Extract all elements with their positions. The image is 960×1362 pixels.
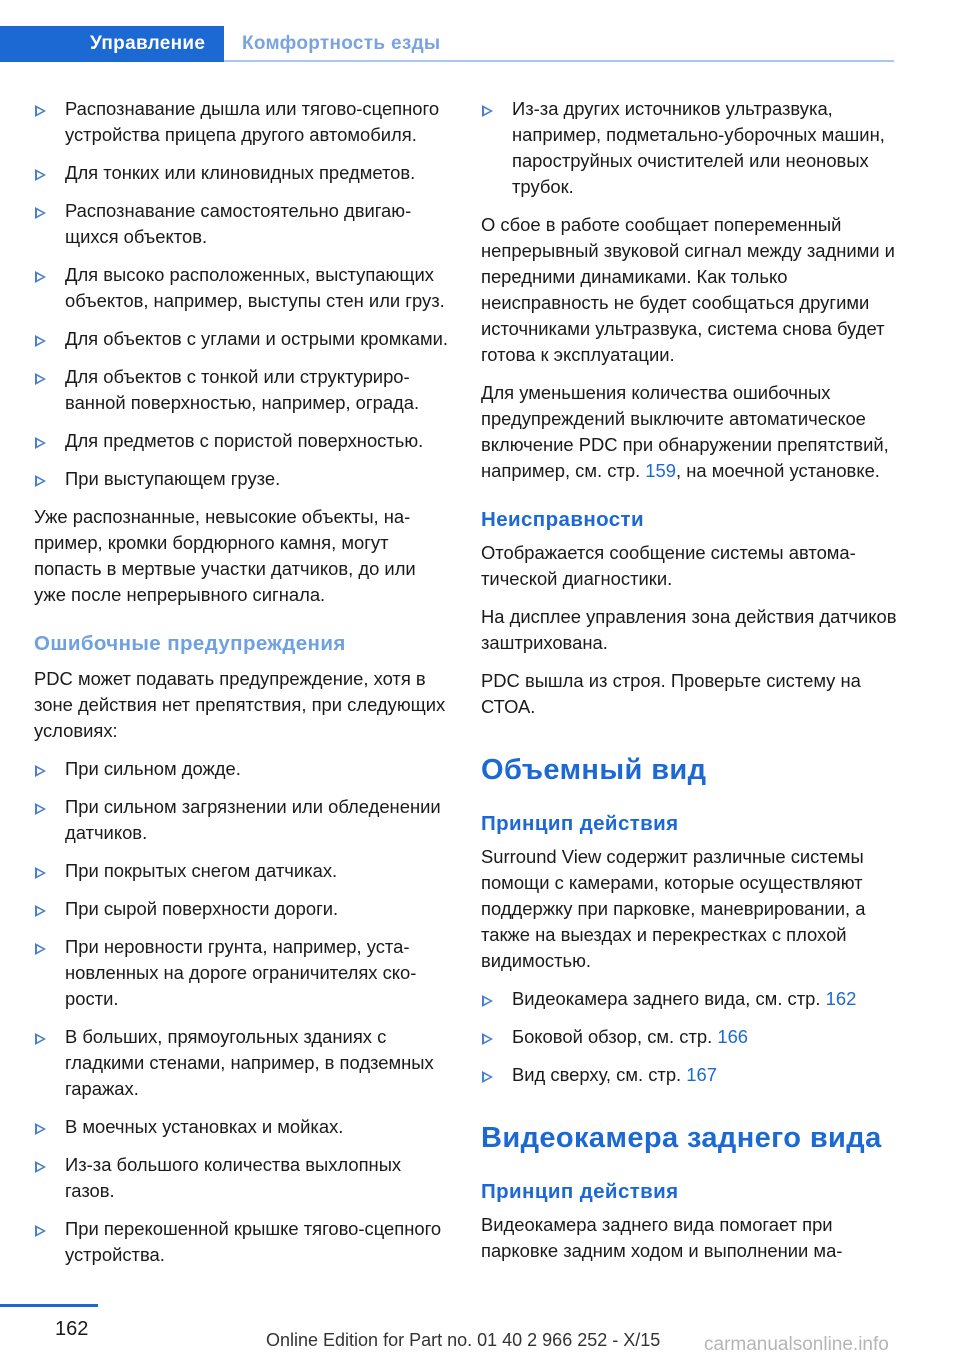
paragraph-camera-description: Видеокамера заднего вида помогает при парковке задним ходом и выполнении ма- — [481, 1214, 843, 1261]
list-item: Распознавание самостоятельно двигающихся объектов. — [34, 198, 450, 250]
bullet-triangle-icon — [35, 475, 46, 487]
list-item: При выступающем грузе. — [34, 466, 450, 492]
heading-principle-surround: Принцип действия — [481, 812, 679, 835]
list-item: При неровности грунта, например, установленных на дороге ограничителях скорости. — [34, 934, 450, 1012]
list-item: В моечных установках и мойках. — [34, 1114, 450, 1140]
header-divider — [224, 60, 894, 62]
bullet-triangle-icon — [35, 803, 46, 815]
right-column — [481, 96, 897, 1276]
watermark: carmanualsonline.info — [704, 1334, 889, 1355]
list-item: Вид сверху, см. стр. 167 — [481, 1062, 897, 1088]
list-item: Для объектов с углами и острыми кромками. — [34, 326, 450, 352]
list-item: Для предметов с пористой поверхностью. — [34, 428, 450, 454]
paragraph-diagnostic-message: Отображается сообщение системы автоматической диагностики. — [481, 542, 856, 589]
bullet-triangle-icon — [35, 1033, 46, 1045]
list-item: Из-за других источников ультразвука, например, подметально-уборочных машин, пароструйных очистителей или неоновых трубок. — [481, 96, 897, 200]
list-item: При сырой поверхности дороги. — [34, 896, 450, 922]
bullet-triangle-icon — [482, 995, 493, 1007]
bullet-triangle-icon — [35, 335, 46, 347]
list-item: При покрытых снегом датчиках. — [34, 858, 450, 884]
bullet-triangle-icon — [35, 105, 46, 117]
list-item: Из-за большого количества выхлопных газов. — [34, 1152, 450, 1204]
paragraph-pdc-failed: PDC вышла из строя. Проверьте систему на СТОА. — [481, 670, 861, 717]
paragraph-reduce-warnings: Для уменьшения количества ошибочных предупреждений выключите автоматическое включение PDC при обнаружении препятствий, например, см. стр. 159, на моечной установке. — [481, 382, 889, 481]
list-item: При сильном дожде. — [34, 756, 450, 782]
bullet-triangle-icon — [35, 271, 46, 283]
header-tab-section[interactable]: Управление — [0, 26, 224, 62]
list-item: Для объектов с тонкой или структурированной поверхностью, например, ограда. — [34, 364, 450, 416]
heading-rear-camera: Видеокамера заднего вида — [481, 1122, 882, 1154]
page-link-167[interactable]: 167 — [686, 1064, 717, 1085]
paragraph-surround-description: Surround View содержит различные системы помощи с камерами, которые осуществляют поддержку при парковке, маневрировании, а также на выездах и перекрестках с плохой видимостью. — [481, 846, 866, 971]
bullet-triangle-icon — [35, 373, 46, 385]
page-link-162[interactable]: 162 — [825, 988, 857, 1009]
left-column — [34, 96, 450, 1280]
header-tab-chapter[interactable]: Комфортность езды — [242, 33, 441, 54]
bullet-triangle-icon — [482, 105, 493, 117]
list-item: Распознавание дышла или тягово-сцепного устройства прицепа другого автомобиля. — [34, 96, 450, 148]
bullet-triangle-icon — [35, 1123, 46, 1135]
bullet-triangle-icon — [35, 437, 46, 449]
footer-edition: Online Edition for Part no. 01 40 2 966 252 - X/15 — [266, 1330, 661, 1350]
paragraph-blind-spots: Уже распознанные, невысокие объекты, например, кромки бордюрного камня, могут попасть в мертвые участки датчиков, до или уже после непрерывного сигнала. — [34, 506, 416, 605]
heading-false-warnings: Ошибочные предупреждения — [34, 632, 346, 655]
paragraph-false-warnings: PDC может подавать предупреждение, хотя в зоне действия нет препятствия, при следующих условиях: — [34, 668, 446, 741]
list-item: Для высоко расположенных, выступающих объектов, например, выступы стен или груз. — [34, 262, 450, 314]
bullet-triangle-icon — [35, 765, 46, 777]
bullet-triangle-icon — [35, 943, 46, 955]
bullet-triangle-icon — [35, 905, 46, 917]
list-item: В больших, прямоугольных зданиях с гладкими стенами, например, в подземных гаражах. — [34, 1024, 450, 1102]
paragraph-malfunction-signal: О сбое в работе сообщает попеременный непрерывный звуковой сигнал между задними и передними динамиками. Как только неисправность не будет сообщаться другими источниками ультразвука, система снова будет готова к эксплуатации. — [481, 214, 895, 365]
bullet-triangle-icon — [35, 1161, 46, 1173]
page-header — [0, 0, 960, 62]
list-item: При сильном загрязнении или обледенении датчиков. — [34, 794, 450, 846]
list-item: Видеокамера заднего вида, см. стр. 162 — [481, 986, 897, 1012]
footer-divider — [0, 1304, 98, 1307]
page-link-159[interactable]: 159 — [645, 460, 676, 481]
paragraph-hatched-zone: На дисплее управления зона действия датчиков заштрихована. — [481, 606, 897, 653]
heading-surround-view: Объемный вид — [481, 754, 707, 786]
bullet-triangle-icon — [35, 1225, 46, 1237]
page-number: 162 — [55, 1318, 89, 1340]
list-item: Для тонких или клиновидных предметов. — [34, 160, 450, 186]
heading-principle-camera: Принцип действия — [481, 1180, 679, 1203]
page-link-166[interactable]: 166 — [717, 1026, 749, 1047]
bullet-triangle-icon — [482, 1033, 493, 1045]
heading-faults: Неисправности — [481, 508, 644, 531]
list-item: Боковой обзор, см. стр. 166 — [481, 1024, 897, 1050]
list-item: При перекошенной крышке тягово-сцепного устройства. — [34, 1216, 450, 1268]
bullet-triangle-icon — [35, 169, 46, 181]
bullet-triangle-icon — [35, 867, 46, 879]
bullet-triangle-icon — [482, 1071, 493, 1083]
bullet-triangle-icon — [35, 207, 46, 219]
